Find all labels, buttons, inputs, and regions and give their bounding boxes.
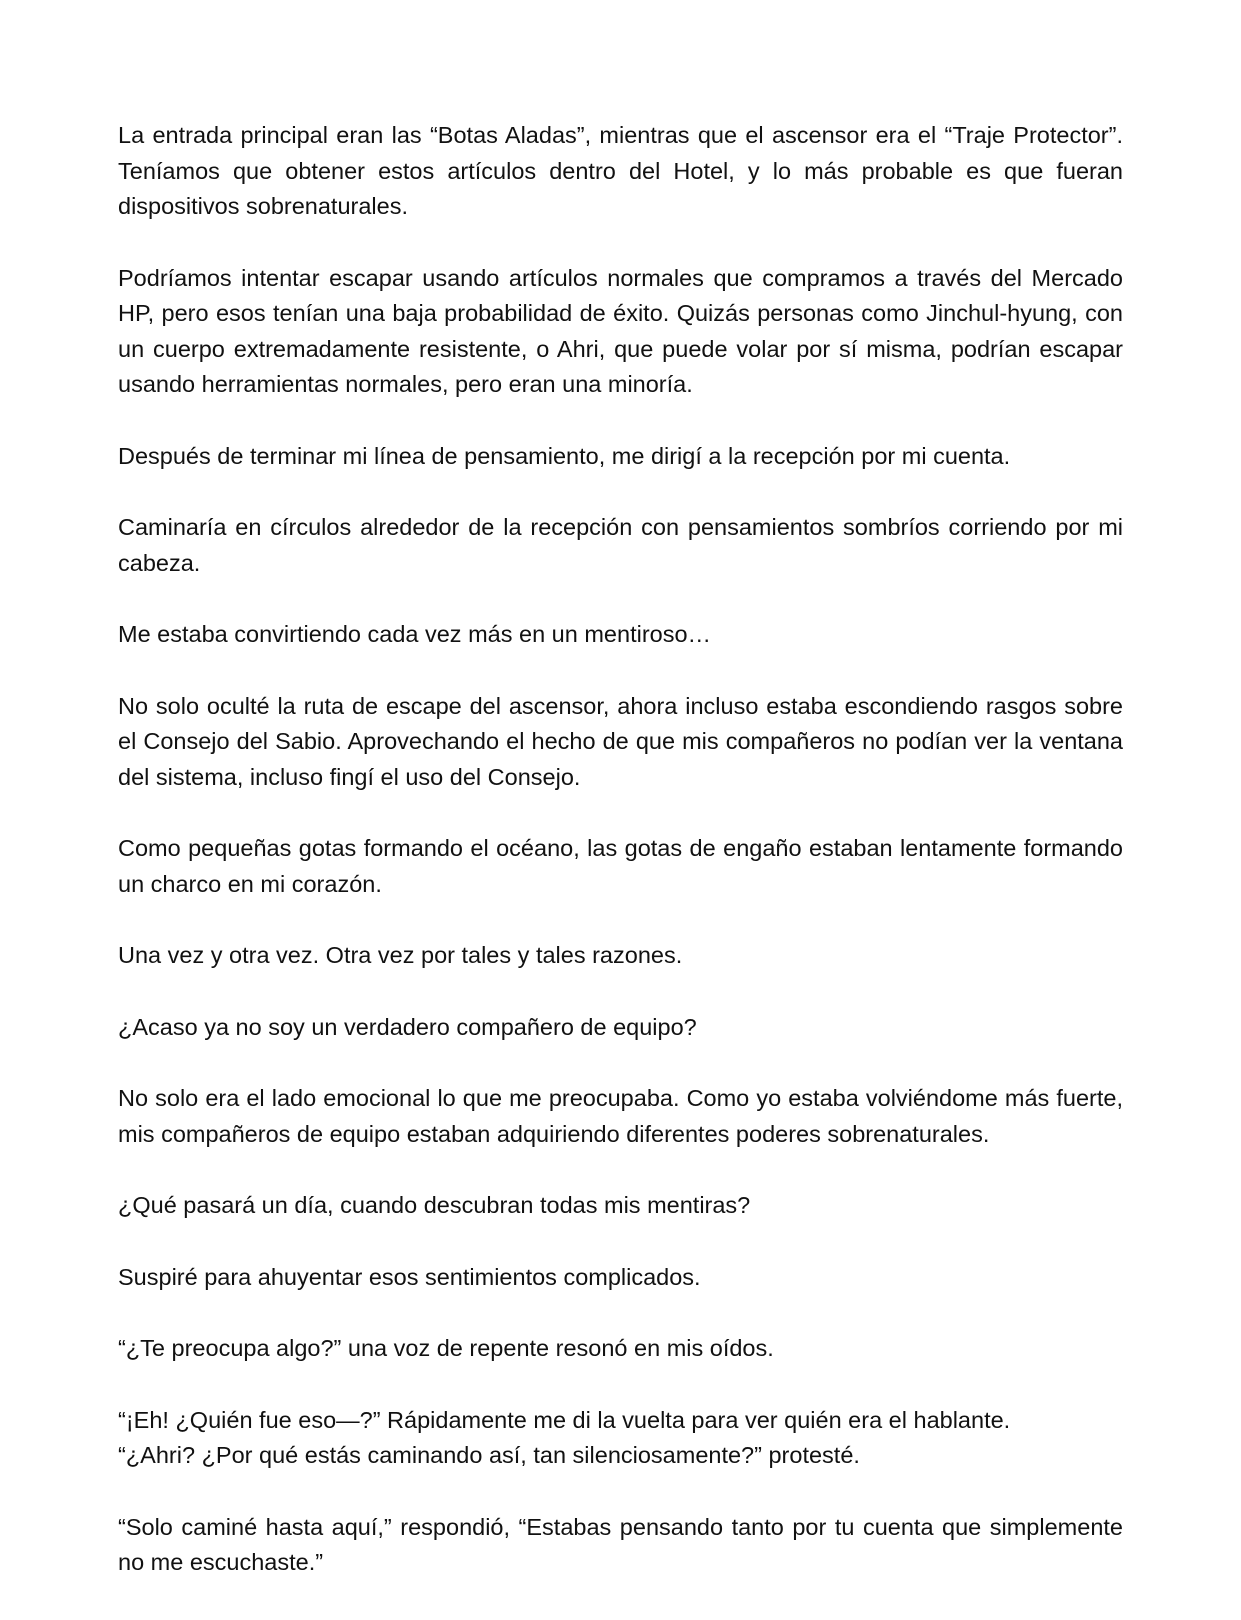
paragraph-2: Podríamos intentar escapar usando artículos normales que compramos a través del Mercado HP, pero esos tenían una baja probabilidad de éxito. Quizás personas como Jinchul-hyung, con un cuerpo extremadamente resistente, o Ahri, que puede volar por sí misma, podrían escapar usando herramientas normales, pero eran una minoría. [118,264,1123,397]
paragraph-14: “¡Eh! ¿Quién fue eso—?” Rápidamente me di la vuelta para ver quién era el hablante. [118,1406,1011,1433]
paragraph-16: “Solo caminé hasta aquí,” respondió, “Estabas pensando tanto por tu cuenta que simplemente no me escuchaste.” [118,1513,1123,1575]
paragraph-6: No solo oculté la ruta de escape del ascensor, ahora incluso estaba escondiendo rasgos sobre el Consejo del Sabio. Aprovechando el hecho de que mis compañeros no podían ver la ventana del sistema, incluso fingí el uso del Consejo. [118,692,1123,790]
paragraph-5: Me estaba convirtiendo cada vez más en un mentiroso… [118,621,712,647]
paragraph-12: Suspiré para ahuyentar esos sentimientos complicados. [118,1263,701,1290]
paragraph-7: Como pequeñas gotas formando el océano, las gotas de engaño estaban lentamente formando un charco en mi corazón. [118,835,1123,897]
paragraph-3: Después de terminar mi línea de pensamiento, me dirigí a la recepción por mi cuenta. [118,442,1011,469]
paragraph-13: “¿Te preocupa algo?” una voz de repente resonó en mis oídos. [118,1335,774,1361]
paragraph-9: ¿Acaso ya no soy un verdadero compañero de equipo? [118,1013,697,1040]
body-text [118,118,1123,1617]
paragraph-15: “¿Ahri? ¿Por qué estás caminando así, tan silenciosamente?” protesté. [118,1442,860,1468]
paragraph-1: La entrada principal eran las “Botas Aladas”, mientras que el ascensor era el “Traje Protector”. Teníamos que obtener estos artículos dentro del Hotel, y lo más probable es que fueran dispositivos sobrenaturales. [118,122,1123,219]
paragraph-11: ¿Qué pasará un día, cuando descubran todas mis mentiras? [118,1192,751,1218]
paragraph-10: No solo era el lado emocional lo que me preocupaba. Como yo estaba volviéndome más fuerte, mis compañeros de equipo estaban adquiriendo diferentes poderes sobrenaturales. [118,1085,1123,1147]
paragraph-4: Caminaría en círculos alrededor de la recepción con pensamientos sombríos corriendo por mi cabeza. [118,514,1123,576]
paragraph-8: Una vez y otra vez. Otra vez por tales y tales razones. [118,942,683,968]
